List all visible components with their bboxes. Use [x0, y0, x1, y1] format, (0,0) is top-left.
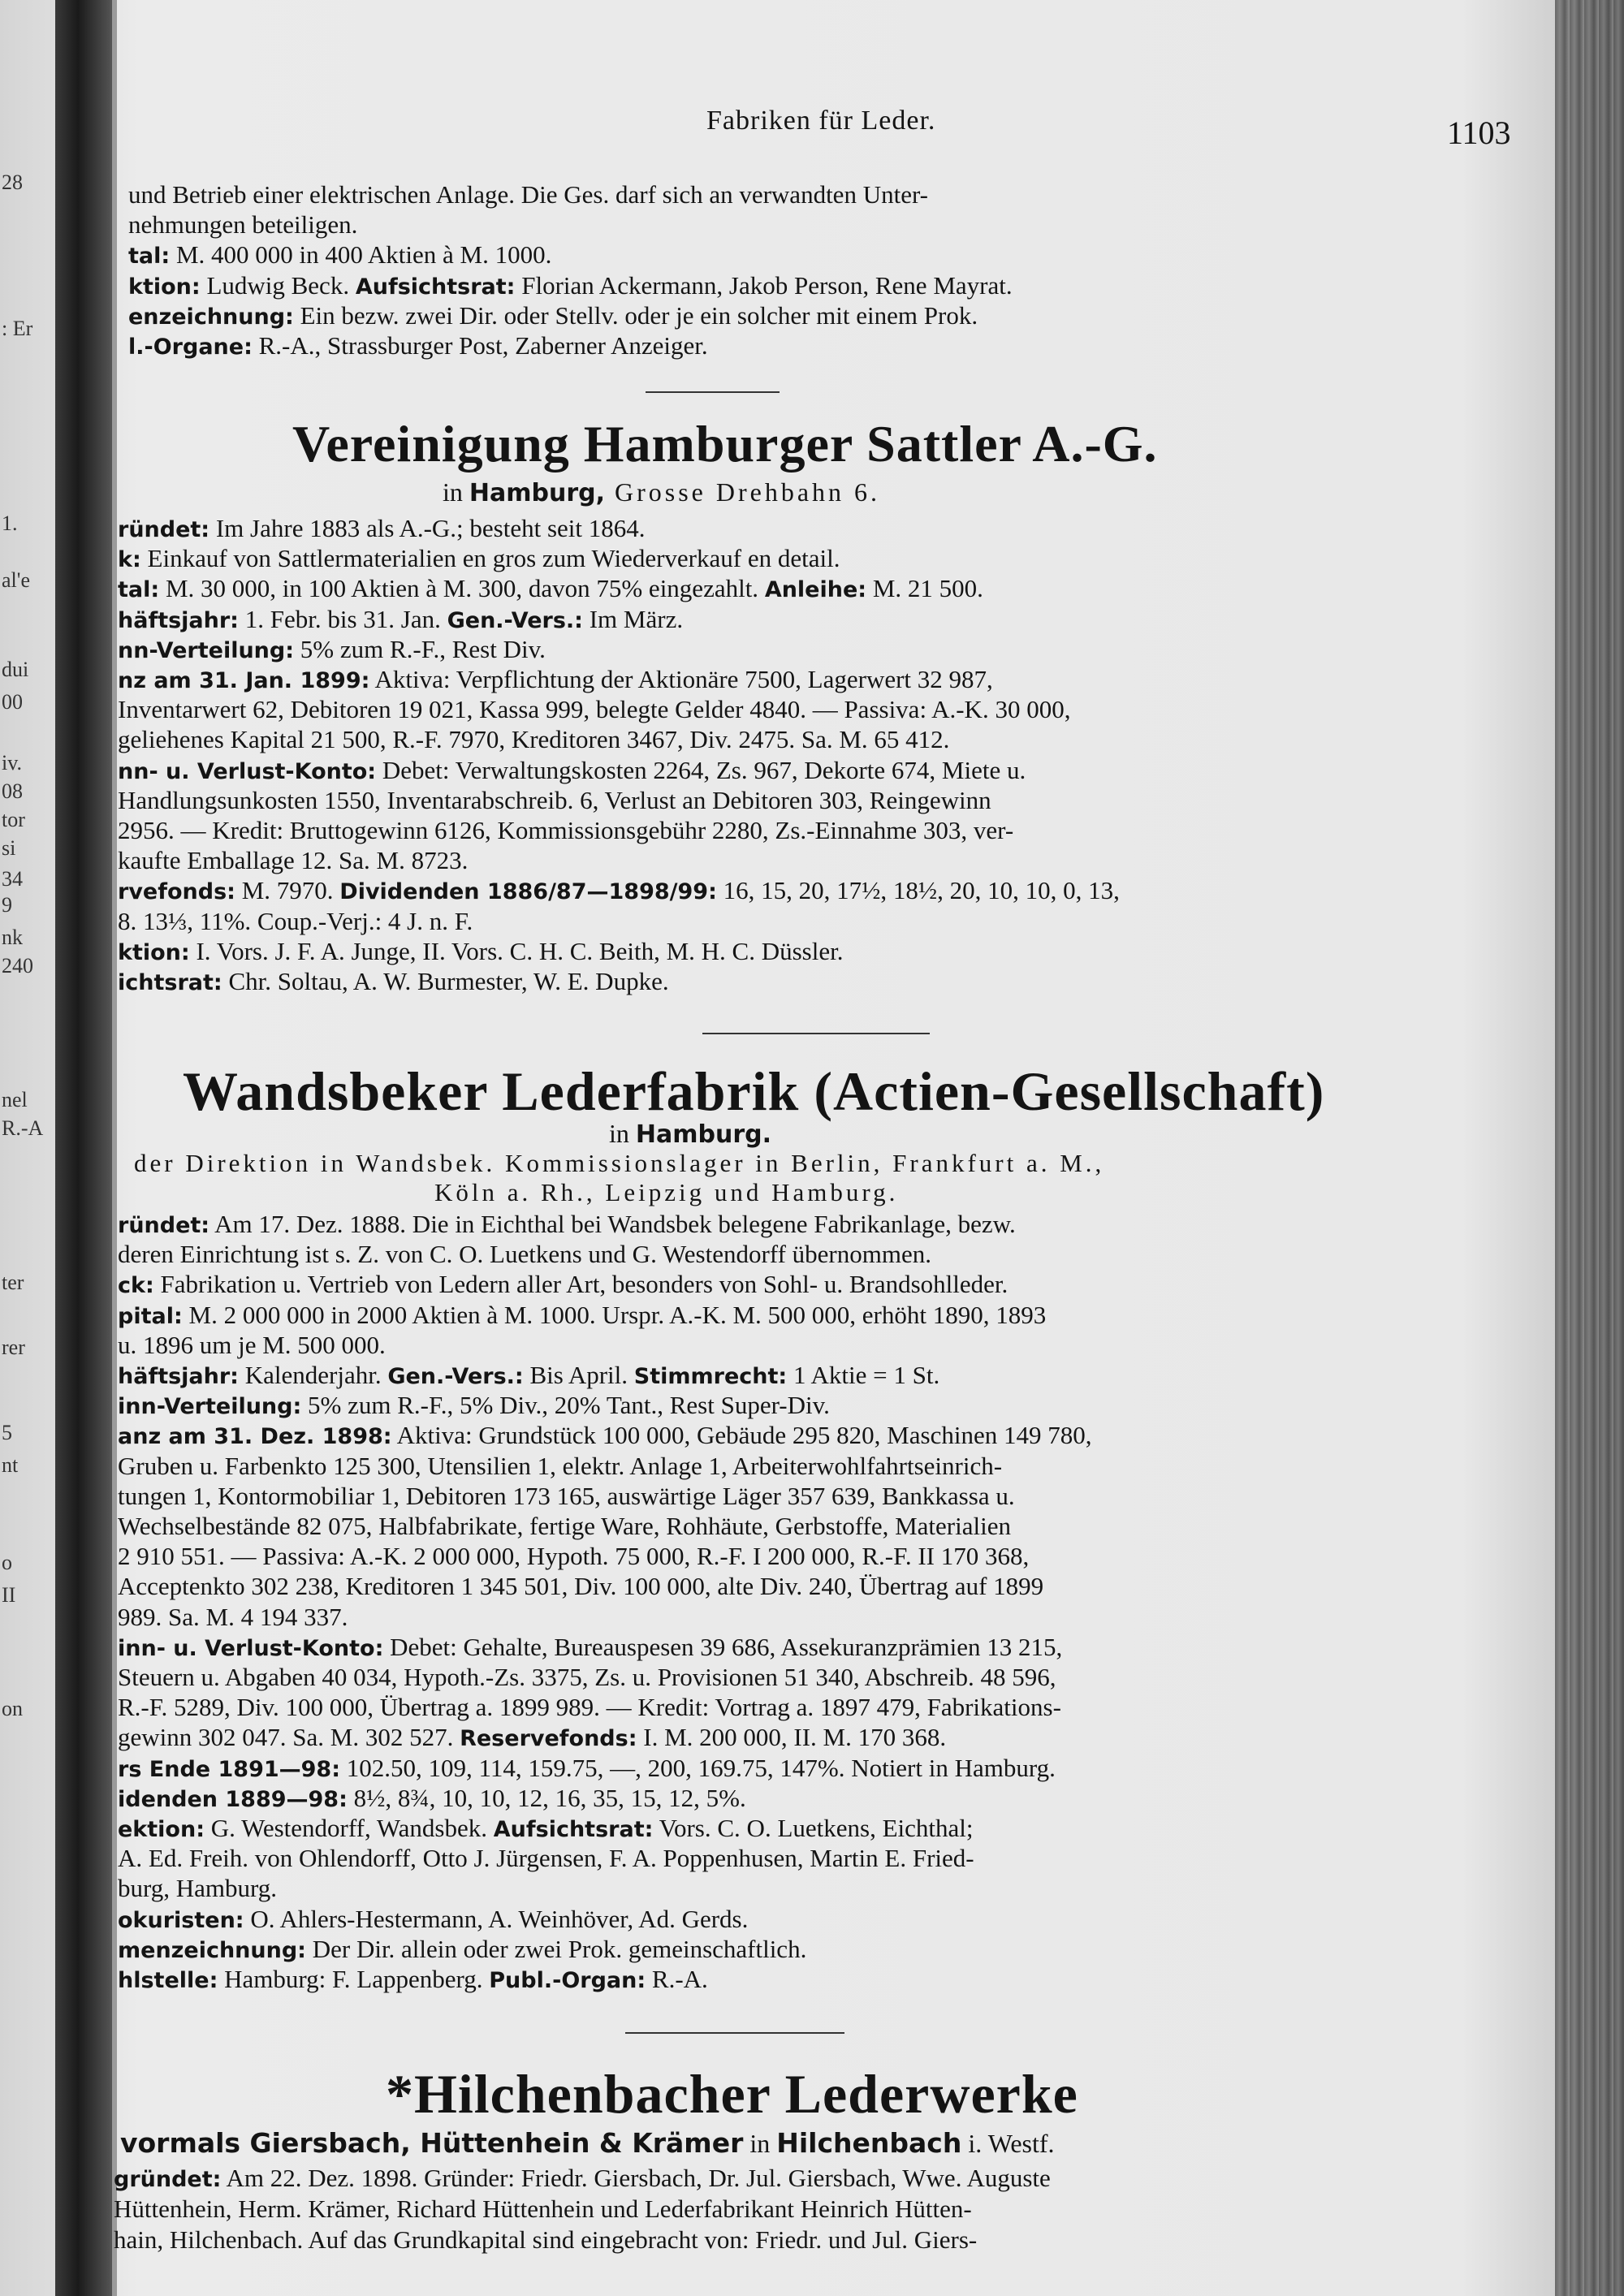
field-label: Reservefonds:	[460, 1726, 637, 1752]
field-label: inn-Verteilung:	[118, 1394, 302, 1420]
text-line	[118, 1663, 1056, 1692]
text-line	[118, 1331, 386, 1360]
field-text: hain, Hilchenbach. Auf das Grundkapital sind eingebracht von: Friedr. und Jul. Giers-	[114, 2225, 978, 2254]
field-text: Der Dir. allein oder zwei Prok. gemeinschaftlich.	[305, 1934, 807, 1963]
field-text: nehmungen beteiligen.	[128, 210, 358, 240]
text-line	[128, 210, 357, 240]
text-line	[118, 665, 993, 696]
text-line	[114, 2164, 1051, 2195]
adjacent-page-margin	[0, 0, 55, 2296]
text-line	[128, 271, 1013, 302]
company-title-vereinigung: Vereinigung Hamburger Sattler A.-G.	[292, 415, 1158, 473]
field-label: k:	[118, 547, 141, 573]
text-line	[118, 1421, 1091, 1452]
field-label: tal:	[128, 244, 171, 270]
facing-page-fragment: 9	[2, 893, 12, 917]
field-text: Acceptenkto 302 238, Kreditoren 1 345 501, Div. 100 000, alte Div. 240, Übertrag auf 1899	[118, 1572, 1044, 1601]
field-text: Bis April.	[523, 1361, 634, 1389]
field-label: nz am 31. Jan. 1899:	[118, 668, 370, 693]
field-text: O. Ahlers-Hestermann, A. Weinhöver, Ad. Gerds.	[244, 1904, 749, 1933]
facing-page-fragment: nk	[2, 926, 23, 949]
text-line	[118, 1512, 1011, 1541]
field-label: Dividenden 1886/87—1898/99:	[339, 879, 717, 905]
field-text: Im März.	[582, 604, 684, 633]
field-label: Anleihe:	[764, 577, 867, 603]
field-label: häftsjahr:	[118, 607, 239, 633]
field-text: M. 30 000, in 100 Aktien à M. 300, davon 75% eingezahlt.	[159, 574, 765, 603]
field-label: Stimmrecht:	[633, 1364, 788, 1389]
field-label: inn- u. Verlust-Konto:	[118, 1635, 384, 1661]
field-label: ründet:	[118, 517, 210, 542]
text-line	[118, 1482, 1015, 1511]
text-line	[118, 1905, 748, 1936]
field-label: ektion:	[118, 1817, 205, 1842]
text-line	[118, 514, 646, 545]
facing-page-fragment: dui	[2, 658, 29, 681]
seat-line: Köln a. Rh., Leipzig und Hamburg.	[434, 1178, 899, 1206]
field-text: 8½, 8¾, 10, 10, 12, 16, 35, 15, 12, 5%.	[347, 1783, 746, 1812]
text-line	[118, 1633, 1062, 1664]
field-text: burg, Hamburg.	[118, 1874, 278, 1903]
text-line	[118, 1723, 946, 1754]
field-label: okuristen:	[118, 1907, 244, 1933]
facing-page-fragment: 00	[2, 690, 23, 714]
field-text: geliehenes Kapital 21 500, R.-F. 7970, Kreditoren 3467, Div. 2475. Sa. M. 65 412.	[118, 725, 950, 754]
facing-page-fragment: 28	[2, 170, 23, 194]
text-line	[114, 2225, 977, 2255]
field-text: deren Einrichtung ist s. Z. von C. O. Luetkens und G. Westendorff übernommen.	[118, 1240, 931, 1269]
field-label: rvefonds:	[118, 879, 235, 905]
field-text: Debet: Gehalte, Bureauspesen 39 686, Assekuranzprämien 13 215,	[383, 1632, 1063, 1661]
field-text: und Betrieb einer elektrischen Anlage. Die Ges. darf sich an verwandten Unter-	[128, 180, 928, 209]
field-label: gründet:	[114, 2167, 222, 2192]
field-text: Am 17. Dez. 1888. Die in Eichthal bei Wandsbek belegene Fabrikanlage, bezw.	[209, 1210, 1016, 1238]
facing-page-fragment: on	[2, 1697, 23, 1720]
facing-page-fragment: nel	[2, 1088, 28, 1111]
running-head: Fabriken für Leder.	[706, 106, 936, 136]
field-text: Fabrikation u. Vertrieb von Ledern aller Art, besonders von Sohl- u. Brandsohlleder.	[153, 1270, 1009, 1299]
field-text: Aktiva: Verpflichtung der Aktionäre 7500, Lagerwert 32 987,	[369, 665, 993, 693]
text-line	[118, 574, 983, 605]
field-text: M. 21 500.	[866, 574, 983, 603]
field-label: menzeichnung:	[118, 1937, 306, 1963]
field-text: M. 7970.	[235, 876, 340, 905]
facing-page-fragment: II	[2, 1583, 16, 1607]
text-line	[118, 544, 840, 575]
field-text: G. Westendorff, Wandsbek.	[205, 1814, 494, 1842]
text-line	[118, 635, 546, 666]
text-line	[118, 725, 949, 754]
field-text: 2 910 551. — Passiva: A.-K. 2 000 000, Hypoth. 75 000, R.-F. I 200 000, R.-F. II 170 368,	[118, 1542, 1030, 1571]
field-text: R.-F. 5289, Div. 100 000, Übertrag a. 1899 989. — Kredit: Vortrag a. 1897 479, Fabrikations-	[118, 1693, 1061, 1722]
facing-page-fragment: : Er	[2, 317, 33, 340]
field-label: ck:	[118, 1273, 154, 1299]
field-label: hlstelle:	[118, 1968, 218, 1993]
field-text: 2956. — Kredit: Bruttogewinn 6126, Kommissionsgebühr 2280, Zs.-Einnahme 303, ver-	[118, 816, 1014, 844]
field-label: anz am 31. Dez. 1898:	[118, 1424, 392, 1450]
text-line	[118, 1693, 1061, 1722]
seat-line: der Direktion in Wandsbek. Kommissionslager in Berlin, Frankfurt a. M.,	[134, 1149, 1105, 1177]
text-line	[118, 937, 843, 968]
field-text: Debet: Verwaltungskosten 2264, Zs. 967, Dekorte 674, Miete u.	[376, 755, 1026, 784]
field-label: Publ.-Organ:	[489, 1968, 646, 1993]
field-label: ktion:	[128, 274, 201, 300]
text-line	[118, 756, 1026, 787]
facing-page-fragment: al'e	[2, 568, 30, 592]
field-text: R.-A.	[646, 1965, 708, 1993]
text-line	[118, 1270, 1008, 1301]
facing-page-fragment: o	[2, 1551, 12, 1574]
text-line	[118, 816, 1013, 845]
company-subtitle-wandsbeker: in Hamburg.	[609, 1119, 771, 1149]
field-label: nn- u. Verlust-Konto:	[118, 758, 377, 784]
field-text: 1 Aktie = 1 St.	[787, 1361, 940, 1389]
field-label: enzeichnung:	[128, 304, 294, 330]
facing-page-fragment: nt	[2, 1453, 19, 1477]
text-line	[118, 1542, 1029, 1571]
text-line	[118, 1391, 830, 1422]
text-line	[118, 1874, 277, 1903]
text-line	[128, 301, 978, 332]
text-line	[128, 240, 551, 271]
text-line	[128, 331, 708, 362]
field-text: Ein bezw. zwei Dir. oder Stellv. oder je ein solcher mit einem Prok.	[293, 300, 978, 330]
field-label: nn-Verteilung:	[118, 637, 295, 663]
text-line	[118, 786, 991, 815]
text-line	[118, 1452, 1002, 1481]
text-line	[128, 180, 928, 209]
field-text: Wechselbestände 82 075, Halbfabrikate, fertige Ware, Rohhäute, Gerbstoffe, Materialien	[118, 1512, 1011, 1540]
field-text: kaufte Emballage 12. Sa. M. 8723.	[118, 846, 469, 875]
field-label: Aufsichtsrat:	[493, 1817, 654, 1842]
facing-page-fragment: iv.	[2, 751, 23, 775]
field-text: Chr. Soltau, A. W. Burmester, W. E. Dupke.	[222, 967, 669, 995]
text-line	[118, 1935, 806, 1966]
text-line	[118, 1240, 931, 1269]
text-line	[118, 1844, 974, 1873]
company-subtitle-hilchenbacher: vormals Giersbach, Hüttenhein & Krämer in Hilchenbach i. Westf.	[120, 2127, 1055, 2159]
field-label: ktion:	[118, 939, 190, 965]
spine-edge	[112, 0, 117, 2296]
field-text: 989. Sa. M. 4 194 337.	[118, 1602, 348, 1631]
text-line	[118, 1814, 973, 1845]
company-subtitle-vereinigung: in Hamburg, Grosse Drehbahn 6.	[443, 477, 881, 507]
field-text: Handlungsunkosten 1550, Inventarabschreib. 6, Verlust an Debitoren 303, Reingewinn	[118, 785, 991, 814]
section-divider	[625, 2032, 844, 2034]
field-label: l.-Organe:	[128, 334, 253, 360]
text-line	[118, 907, 473, 936]
facing-page-fragment: 5	[2, 1421, 12, 1444]
field-text: R.-A., Strassburger Post, Zaberner Anzeiger.	[252, 331, 708, 360]
field-text: Kalenderjahr.	[238, 1361, 388, 1389]
facing-page-fragment: tor	[2, 808, 25, 831]
field-label: idenden 1889—98:	[118, 1786, 348, 1812]
text-line	[118, 1603, 348, 1632]
facing-page-fragment: 1.	[2, 511, 18, 535]
field-text: 5% zum R.-F., Rest Div.	[294, 634, 546, 663]
field-text: Vors. C. O. Luetkens, Eichthal;	[653, 1814, 974, 1842]
field-text: Gruben u. Farbenkto 125 300, Utensilien 1, elektr. Anlage 1, Arbeiterwohlfahrtseinrich-	[118, 1451, 1003, 1480]
field-text: Inventarwert 62, Debitoren 19 021, Kassa 999, belegte Gelder 4840. — Passiva: A.-K. 30 000,	[118, 695, 1071, 724]
field-label: tal:	[118, 577, 160, 603]
text-line	[118, 1361, 939, 1392]
text-line	[118, 1572, 1043, 1601]
facing-page-fragment: 240	[2, 954, 33, 978]
section-divider	[702, 1033, 930, 1034]
facing-page-fragment: 34	[2, 867, 23, 891]
company-title-wandsbeker: Wandsbeker Lederfabrik (Actien-Gesellschaft)	[183, 1060, 1325, 1122]
facing-page-fragment: si	[2, 836, 16, 860]
book-spine	[55, 0, 112, 2296]
text-line	[118, 1965, 708, 1996]
field-text: tungen 1, Kontormobiliar 1, Debitoren 173 165, auswärtige Läger 357 639, Bankkassa u.	[118, 1481, 1015, 1510]
field-text: Im Jahre 1883 als A.-G.; besteht seit 1864.	[209, 514, 646, 542]
text-line	[114, 2195, 972, 2224]
text-line	[118, 695, 1070, 724]
field-label: Gen.-Vers.:	[447, 607, 583, 633]
facing-page-fragment: ter	[2, 1271, 24, 1294]
text-line	[118, 967, 669, 998]
text-line	[118, 846, 468, 875]
field-text: Hüttenhein, Herm. Krämer, Richard Hüttenhein und Lederfabrikant Heinrich Hütten-	[114, 2195, 972, 2223]
field-text: 5% zum R.-F., 5% Div., 20% Tant., Rest Super-Div.	[301, 1391, 830, 1420]
field-text: Ludwig Beck.	[200, 270, 356, 300]
field-label: pital:	[118, 1303, 183, 1329]
field-text: Steuern u. Abgaben 40 034, Hypoth.-Zs. 3375, Zs. u. Provisionen 51 340, Abschreib. 48 596,	[118, 1663, 1056, 1691]
field-text: 1. Febr. bis 31. Jan.	[238, 604, 447, 633]
field-text: Florian Ackermann, Jakob Person, Rene Mayrat.	[515, 270, 1013, 300]
page-edge-shadow	[1555, 0, 1624, 2296]
field-text: 102.50, 109, 114, 159.75, —, 200, 169.75, 147%. Notiert in Hamburg.	[340, 1753, 1056, 1782]
field-text: M. 2 000 000 in 2000 Aktien à M. 1000. Urspr. A.-K. M. 500 000, erhöht 1890, 1893	[182, 1300, 1047, 1329]
facing-page-fragment: 08	[2, 779, 23, 803]
field-text: I. M. 200 000, II. M. 170 368.	[637, 1723, 947, 1752]
page-number: 1103	[1447, 114, 1511, 151]
text-line	[118, 605, 683, 636]
field-text: A. Ed. Freih. von Ohlendorff, Otto J. Jürgensen, F. A. Poppenhusen, Martin E. Fried-	[118, 1844, 974, 1873]
field-text: Hamburg: F. Lappenberg.	[218, 1965, 490, 1993]
facing-page-fragment: R.-A	[2, 1116, 44, 1140]
field-text: 8. 13⅓, 11%. Coup.-Verj.: 4 J. n. F.	[118, 906, 473, 935]
field-text: Am 22. Dez. 1898. Gründer: Friedr. Giersbach, Dr. Jul. Giersbach, Wwe. Auguste	[221, 2164, 1051, 2192]
field-text: Einkauf von Sattlermaterialien en gros zum Wiederverkauf en detail.	[140, 544, 840, 573]
field-text: Aktiva: Grundstück 100 000, Gebäude 295 820, Maschinen 149 780,	[391, 1421, 1092, 1450]
field-label: ichtsrat:	[118, 970, 222, 995]
field-text: 16, 15, 20, 17½, 18½, 20, 10, 10, 0, 13,	[716, 876, 1120, 905]
field-label: häftsjahr:	[118, 1364, 239, 1389]
field-label: ründet:	[118, 1213, 210, 1238]
field-text: u. 1896 um je M. 500 000.	[118, 1330, 386, 1359]
field-text: M. 400 000 in 400 Aktien à M. 1000.	[170, 240, 552, 270]
field-text: gewinn 302 047. Sa. M. 302 527.	[118, 1723, 460, 1752]
field-label: Gen.-Vers.:	[387, 1364, 524, 1389]
section-divider	[646, 391, 780, 393]
text-line	[118, 876, 1120, 907]
text-line	[118, 1210, 1016, 1241]
field-label: rs Ende 1891—98:	[118, 1756, 341, 1782]
field-label: Aufsichtsrat:	[355, 274, 516, 300]
field-text: I. Vors. J. F. A. Junge, II. Vors. C. H. C. Beith, M. H. C. Düssler.	[189, 936, 844, 965]
text-line	[118, 1784, 746, 1815]
text-line	[118, 1301, 1046, 1331]
facing-page-fragment: rer	[2, 1336, 25, 1359]
company-title-hilchenbacher: *Hilchenbacher Lederwerke	[386, 2063, 1078, 2125]
text-line	[118, 1754, 1056, 1785]
